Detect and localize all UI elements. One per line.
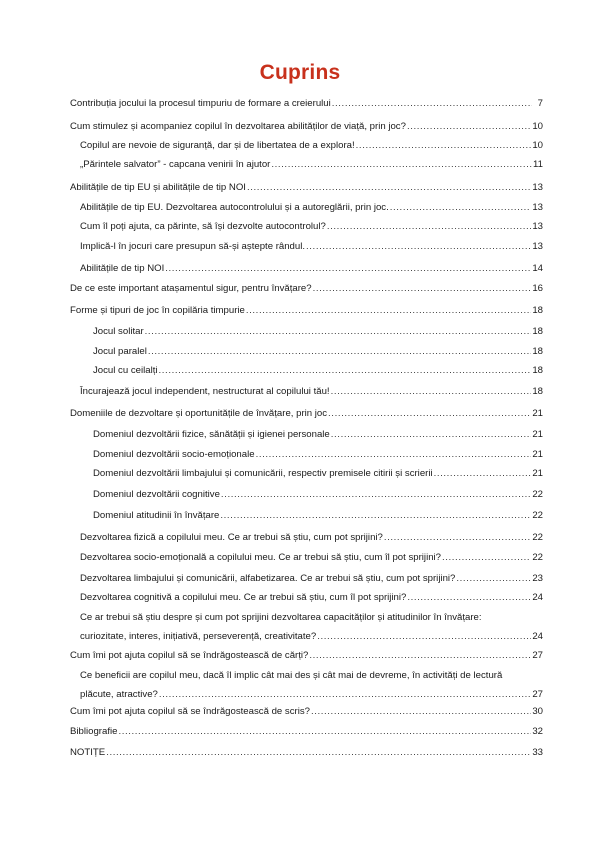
toc-entry-page: 22	[532, 552, 543, 563]
toc-entry-title: Domeniul dezvoltării fizice, sănătății și igienei personale	[93, 429, 330, 440]
toc-entry-page: 21	[532, 449, 543, 460]
dot-leader	[327, 221, 531, 233]
toc-entry-page: 13	[532, 221, 543, 232]
toc-entry[interactable]	[70, 726, 543, 738]
toc-entry[interactable]	[70, 650, 543, 662]
toc-entry[interactable]	[80, 386, 543, 398]
toc-entry-title: Cum îmi pot ajuta copilul să se îndrăgostească de scris?	[70, 706, 310, 717]
toc-entry[interactable]	[70, 182, 543, 194]
toc-entry-title: Dezvoltarea socio-emoțională a copilului meu. Ce ar trebui să știu, cum îl pot sprijini?	[80, 552, 441, 563]
toc-entry-title: Dezvoltarea limbajului și comunicării, alfabetizarea. Ce ar trebui să știu, cum pot sprijini?	[80, 573, 456, 584]
toc-entry[interactable]	[80, 532, 543, 544]
toc-entry[interactable]	[80, 592, 543, 604]
toc-entry-page: 33	[532, 747, 543, 758]
toc-entry[interactable]	[80, 573, 543, 585]
toc-entry-page: 27	[532, 650, 543, 661]
dot-leader	[159, 689, 531, 701]
dot-leader	[332, 98, 532, 110]
toc-entry[interactable]	[93, 429, 543, 441]
toc-entry-page: 22	[532, 532, 543, 543]
toc-entry[interactable]	[80, 159, 543, 171]
toc-entry-title: Abilitățile de tip NOI	[80, 263, 165, 274]
toc-entry-page: 18	[532, 365, 543, 376]
toc-entry-page: 13	[532, 182, 543, 193]
toc-entry-title: Abilitățile de tip EU. Dezvoltarea autocontrolului și a autoreglării, prin joc.	[80, 202, 389, 213]
toc-entry-title: Ce beneficii are copilul meu, dacă îl implic cât mai des și cât mai de devreme, în activități de lectură	[80, 670, 503, 681]
dot-leader	[247, 182, 531, 194]
dot-leader	[145, 326, 532, 338]
toc-entry-page: 10	[532, 121, 543, 132]
toc-entry-page: 18	[532, 305, 543, 316]
toc-entry-page: 22	[532, 510, 543, 521]
toc-entry-title: Jocul solitar	[93, 326, 144, 337]
toc-entry[interactable]	[93, 346, 543, 358]
toc-entry[interactable]	[70, 121, 543, 133]
toc-entry-title: Domeniile de dezvoltare și oportunitățile de învățare, prin joc	[70, 408, 328, 419]
dot-leader	[106, 747, 531, 759]
dot-leader	[328, 408, 531, 420]
toc-entry-title: NOTIȚE	[70, 747, 106, 758]
toc-entry-page: 24	[532, 631, 543, 642]
dot-leader	[148, 346, 531, 358]
toc-entry-page: 18	[532, 346, 543, 357]
dot-leader	[256, 449, 532, 461]
toc-entry-page: 21	[532, 429, 543, 440]
toc-entry-page: 14	[532, 263, 543, 274]
toc-entry-title-continued: plăcute, atractive?	[80, 689, 158, 700]
dot-leader	[309, 650, 531, 662]
toc-entry-title: Cum îl poți ajuta, ca părinte, să își dezvolte autocontrolul?	[80, 221, 326, 232]
toc-entry-title: Ce ar trebui să știu despre și cum pot sprijini dezvoltarea capacităților și atitudinilor în învățare:	[80, 612, 482, 623]
toc-entry[interactable]	[80, 670, 543, 701]
toc-entry-page: 21	[532, 408, 543, 419]
toc-entry-page: 10	[532, 140, 543, 151]
toc-entry[interactable]	[93, 326, 543, 338]
dot-leader	[456, 573, 531, 585]
toc-entry[interactable]	[80, 263, 543, 275]
toc-entry-title: Încurajează jocul independent, nestructurat al copilului tău!	[80, 386, 330, 397]
toc-entry-title: Copilul are nevoie de siguranță, dar și de libertatea de a explora!	[80, 140, 355, 151]
toc-entry-title: Domeniul dezvoltării cognitive	[93, 489, 220, 500]
dot-leader	[356, 140, 532, 152]
toc-entry[interactable]	[70, 706, 543, 718]
dot-leader	[434, 468, 532, 480]
dot-leader	[407, 592, 531, 604]
toc-entry-title: De ce este important atașamentul sigur, pentru învățare?	[70, 283, 312, 294]
dot-leader	[390, 202, 532, 214]
toc-entry[interactable]	[70, 305, 543, 317]
toc-entry-page: 30	[532, 706, 543, 717]
toc-entry[interactable]	[80, 241, 543, 253]
dot-leader	[313, 283, 532, 295]
toc-entry-title: Abilitățile de tip EU și abilitățile de tip NOI	[70, 182, 246, 193]
dot-leader	[159, 365, 532, 377]
toc-entry-page: 32	[532, 726, 543, 737]
toc-entry-title: Jocul cu ceilalți	[93, 365, 158, 376]
dot-leader	[306, 241, 531, 253]
toc-entry-title: „Părintele salvator” - capcana venirii în ajutor	[80, 159, 271, 170]
toc-entry[interactable]	[80, 552, 543, 564]
toc-entry-page: 7	[537, 98, 543, 109]
toc-entry-title: Cum stimulez și acompaniez copilul în dezvoltarea abilităților de viață, prin joc?	[70, 121, 406, 132]
dot-leader	[220, 510, 531, 522]
dot-leader	[331, 429, 532, 441]
toc-entry-title: Cum îmi pot ajuta copilul să se îndrăgostească de cărți?	[70, 650, 309, 661]
page-title: Cuprins	[259, 61, 341, 84]
toc-entry-title: Dezvoltarea cognitivă a copilului meu. Ce ar trebui să știu, cum îl pot sprijini?	[80, 592, 407, 603]
toc-entry-page: 13	[532, 202, 543, 213]
toc-entry-page: 21	[532, 468, 543, 479]
toc-entry[interactable]	[70, 747, 543, 759]
toc-entry[interactable]	[80, 202, 543, 214]
dot-leader	[442, 552, 531, 564]
dot-leader	[165, 263, 531, 275]
dot-leader	[384, 532, 531, 544]
toc-entry[interactable]	[70, 98, 543, 110]
toc-entry[interactable]	[70, 283, 543, 295]
dot-leader	[246, 305, 531, 317]
toc-entry-page: 27	[532, 689, 543, 700]
toc-entry[interactable]	[80, 140, 543, 152]
toc-entry-page: 16	[532, 283, 543, 294]
dot-leader	[311, 706, 531, 718]
dot-leader	[317, 631, 531, 643]
toc-entry-page: 23	[532, 573, 543, 584]
dot-leader	[221, 489, 531, 501]
toc-entry[interactable]	[93, 468, 543, 480]
toc-entry-title: Dezvoltarea fizică a copilului meu. Ce ar trebui să știu, cum pot sprijini?	[80, 532, 383, 543]
toc-entry-page: 13	[532, 241, 543, 252]
toc-entry-title: Domeniul dezvoltării limbajului și comunicării, respectiv premisele citirii și scrierii	[93, 468, 433, 479]
toc-entry-page: 22	[532, 489, 543, 500]
toc-entry[interactable]	[80, 612, 543, 643]
toc-entry[interactable]	[93, 449, 543, 461]
toc-entry-page: 11	[533, 159, 543, 170]
toc-entry-page: 24	[532, 592, 543, 603]
toc-entry[interactable]	[93, 365, 543, 377]
toc-entry[interactable]	[70, 408, 543, 420]
toc-entry[interactable]	[93, 510, 543, 522]
dot-leader	[407, 121, 531, 133]
toc-entry-page: 18	[532, 326, 543, 337]
toc-entry-page: 18	[532, 386, 543, 397]
toc-entry-title: Jocul paralel	[93, 346, 147, 357]
toc-entry-title-continued: curiozitate, interes, inițiativă, perseverență, creativitate?	[80, 631, 317, 642]
toc-entry[interactable]	[93, 489, 543, 501]
toc-entry-title: Forme și tipuri de joc în copilăria timpurie	[70, 305, 245, 316]
toc-entry-title: Implică-l în jocuri care presupun să-și aștepte rândul.	[80, 241, 306, 252]
toc-entry-title: Domeniul atitudinii în învățare	[93, 510, 220, 521]
toc-entry-title: Domeniul dezvoltării socio-emoționale	[93, 449, 255, 460]
toc-entry-title: Bibliografie	[70, 726, 118, 737]
dot-leader	[271, 159, 532, 171]
toc-entry-title: Contribuția jocului la procesul timpuriu de formare a creierului	[70, 98, 331, 109]
dot-leader	[331, 386, 532, 398]
toc-entry[interactable]	[80, 221, 543, 233]
dot-leader	[118, 726, 531, 738]
